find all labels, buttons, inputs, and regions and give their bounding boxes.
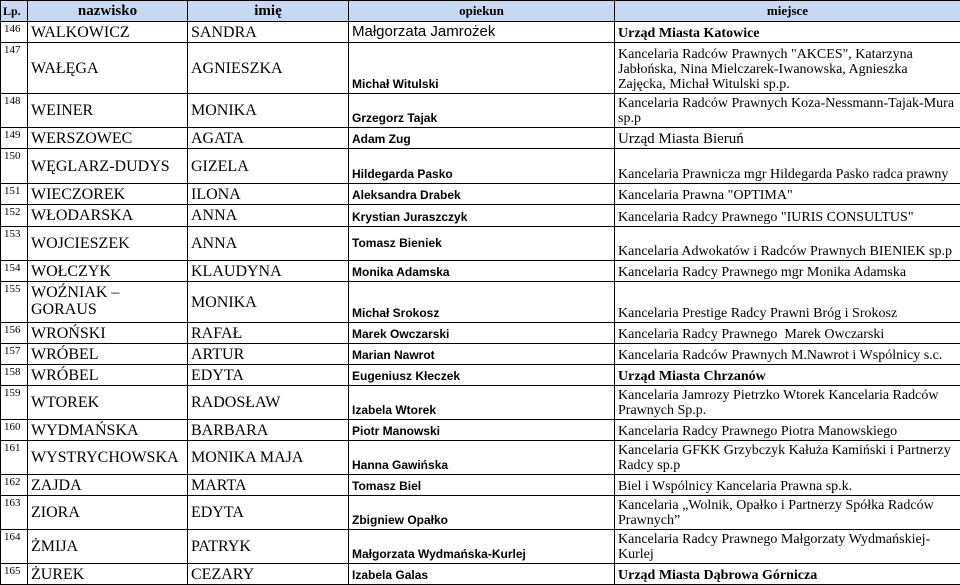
row-opiekun: Piotr Manowski: [349, 420, 615, 441]
row-nazwisko: WROŃSKI: [28, 323, 188, 344]
row-lp: 149: [1, 128, 28, 149]
header-miejsce: miejsce: [615, 1, 960, 22]
table-row: [1, 386, 960, 420]
row-nazwisko: WYSTRYCHOWSKA: [28, 441, 188, 475]
table-row: [1, 128, 960, 149]
row-nazwisko: ŻUREK: [28, 564, 188, 585]
row-nazwisko: WŁODARSKA: [28, 205, 188, 227]
row-lp: 154: [1, 261, 28, 282]
row-miejsce: Kancelaria Adwokatów i Radców Prawnych BIENIEK sp.p: [615, 227, 960, 261]
header-row: [1, 1, 960, 22]
row-imie: ARTUR: [188, 344, 349, 365]
row-opiekun: Aleksandra Drabek: [349, 184, 615, 205]
row-lp: 157: [1, 344, 28, 365]
table-row: [1, 441, 960, 475]
row-nazwisko: WĘGLARZ-DUDYS: [28, 149, 188, 184]
table-row: [1, 564, 960, 585]
row-lp: 146: [1, 22, 28, 43]
header-nazwisko: nazwisko: [28, 1, 188, 22]
row-opiekun: Tomasz Bieniek: [349, 227, 615, 261]
header-opiekun: opiekun: [349, 1, 615, 22]
row-nazwisko: WEINER: [28, 94, 188, 128]
row-imie: GIZELA: [188, 149, 349, 184]
row-lp: 162: [1, 475, 28, 496]
row-opiekun: Zbigniew Opałko: [349, 496, 615, 530]
row-nazwisko: WTOREK: [28, 386, 188, 420]
table-row: [1, 420, 960, 441]
row-lp: 163: [1, 496, 28, 530]
row-opiekun: Hanna Gawińska: [349, 441, 615, 475]
row-lp: 148: [1, 94, 28, 128]
row-imie: PATRYK: [188, 530, 349, 564]
table-row: [1, 530, 960, 564]
table-row: [1, 43, 960, 94]
row-nazwisko: WYDMAŃSKA: [28, 420, 188, 441]
row-imie: MONIKA: [188, 94, 349, 128]
row-nazwisko: WRÓBEL: [28, 365, 188, 386]
row-imie: MARTA: [188, 475, 349, 496]
row-opiekun: Małgorzata Jamrożek: [349, 22, 615, 43]
row-nazwisko: WRÓBEL: [28, 344, 188, 365]
row-miejsce: Kancelaria Jamrozy Pietrzko Wtorek Kancelaria Radców Prawnych Sp.p.: [615, 386, 960, 420]
row-lp: 155: [1, 282, 28, 323]
row-imie: ANNA: [188, 227, 349, 261]
row-nazwisko: ZIORA: [28, 496, 188, 530]
row-opiekun: Małgorzata Wydmańska-Kurlej: [349, 530, 615, 564]
row-opiekun: Izabela Galas: [349, 564, 615, 585]
table-row: [1, 365, 960, 386]
row-nazwisko: WALKOWICZ: [28, 22, 188, 43]
row-miejsce: Kancelaria Prestige Radcy Prawni Bróg i Srokosz: [615, 282, 960, 323]
row-imie: ANNA: [188, 205, 349, 227]
row-miejsce: Kancelaria Radców Prawnych M.Nawrot i Wspólnicy s.c.: [615, 344, 960, 365]
row-lp: 152: [1, 205, 28, 227]
row-opiekun: Tomasz Biel: [349, 475, 615, 496]
row-lp: 151: [1, 184, 28, 205]
row-imie: MONIKA MAJA: [188, 441, 349, 475]
row-nazwisko: WERSZOWEC: [28, 128, 188, 149]
row-opiekun: Grzegorz Tajak: [349, 94, 615, 128]
row-lp: 161: [1, 441, 28, 475]
row-imie: EDYTA: [188, 496, 349, 530]
row-imie: SANDRA: [188, 22, 349, 43]
row-miejsce: Kancelaria Radcy Prawnego mgr Monika Adamska: [615, 261, 960, 282]
row-nazwisko: WOŁCZYK: [28, 261, 188, 282]
row-miejsce: Kancelaria „Wolnik, Opałko i Partnerzy Spółka Radców Prawnych”: [615, 496, 960, 530]
table-row: [1, 261, 960, 282]
row-miejsce: Kancelaria Prawnicza mgr Hildegarda Pasko radca prawny: [615, 149, 960, 184]
row-opiekun: Hildegarda Pasko: [349, 149, 615, 184]
row-lp: 150: [1, 149, 28, 184]
row-opiekun: Izabela Wtorek: [349, 386, 615, 420]
row-opiekun: Krystian Juraszczyk: [349, 205, 615, 227]
row-opiekun: Marek Owczarski: [349, 323, 615, 344]
row-opiekun: Michał Witulski: [349, 43, 615, 94]
table-row: [1, 475, 960, 496]
row-miejsce: Kancelaria GFKK Grzybczyk Kałuża Kamiński i Partnerzy Radcy sp.p: [615, 441, 960, 475]
row-miejsce: Kancelaria Prawna "OPTIMA": [615, 184, 960, 205]
row-miejsce: Urząd Miasta Dąbrowa Górnicza: [615, 564, 960, 585]
row-opiekun: Michał Srokosz: [349, 282, 615, 323]
row-opiekun: Marian Nawrot: [349, 344, 615, 365]
table-row: [1, 282, 960, 323]
row-nazwisko: WOJCIESZEK: [28, 227, 188, 261]
table-row: [1, 344, 960, 365]
table-row: [1, 149, 960, 184]
row-miejsce: Urząd Miasta Chrzanów: [615, 365, 960, 386]
table-row: [1, 94, 960, 128]
row-miejsce: Kancelaria Radców Prawnych "AKCES", Katarzyna Jabłońska, Nina Mielczarek-Iwanowska, Agnieszka Zajęcka, Michał Witulski sp.p.: [615, 43, 960, 94]
row-nazwisko: ZAJDA: [28, 475, 188, 496]
row-opiekun: Monika Adamska: [349, 261, 615, 282]
row-imie: MONIKA: [188, 282, 349, 323]
row-imie: BARBARA: [188, 420, 349, 441]
row-opiekun: Adam Zug: [349, 128, 615, 149]
row-miejsce: Urząd Miasta Katowice: [615, 22, 960, 43]
table-row: [1, 22, 960, 43]
table-row: [1, 227, 960, 261]
row-lp: 153: [1, 227, 28, 261]
row-nazwisko: ŻMIJA: [28, 530, 188, 564]
row-lp: 158: [1, 365, 28, 386]
row-imie: EDYTA: [188, 365, 349, 386]
row-miejsce: Kancelaria Radcy Prawnego Małgorzaty Wydmańskiej-Kurlej: [615, 530, 960, 564]
row-lp: 164: [1, 530, 28, 564]
table-row: [1, 323, 960, 344]
row-miejsce: Kancelaria Radcy Prawnego Piotra Manowskiego: [615, 420, 960, 441]
row-lp: 165: [1, 564, 28, 585]
row-miejsce: Urząd Miasta Bieruń: [615, 128, 960, 149]
header-imie: imię: [188, 1, 349, 22]
row-lp: 156: [1, 323, 28, 344]
row-lp: 147: [1, 43, 28, 94]
row-imie: AGATA: [188, 128, 349, 149]
row-imie: AGNIESZKA: [188, 43, 349, 94]
row-lp: 160: [1, 420, 28, 441]
row-opiekun: Eugeniusz Kłeczek: [349, 365, 615, 386]
row-imie: ILONA: [188, 184, 349, 205]
row-miejsce: Kancelaria Radców Prawnych Koza-Nessmann-Tajak-Mura sp.p: [615, 94, 960, 128]
row-imie: KLAUDYNA: [188, 261, 349, 282]
table-row: [1, 205, 960, 227]
row-nazwisko: WIECZOREK: [28, 184, 188, 205]
row-nazwisko: WAŁĘGA: [28, 43, 188, 94]
row-imie: RAFAŁ: [188, 323, 349, 344]
row-miejsce: Biel i Wspólnicy Kancelaria Prawna sp.k.: [615, 475, 960, 496]
row-miejsce: Kancelaria Radcy Prawnego "IURIS CONSULTUS": [615, 205, 960, 227]
table-row: [1, 496, 960, 530]
row-imie: RADOSŁAW: [188, 386, 349, 420]
row-imie: CEZARY: [188, 564, 349, 585]
table-row: [1, 184, 960, 205]
header-lp: Lp.: [1, 1, 28, 22]
row-nazwisko: WOŹNIAK – GORAUS: [28, 282, 188, 323]
row-miejsce: Kancelaria Radcy Prawnego Marek Owczarski: [615, 323, 960, 344]
row-lp: 159: [1, 386, 28, 420]
